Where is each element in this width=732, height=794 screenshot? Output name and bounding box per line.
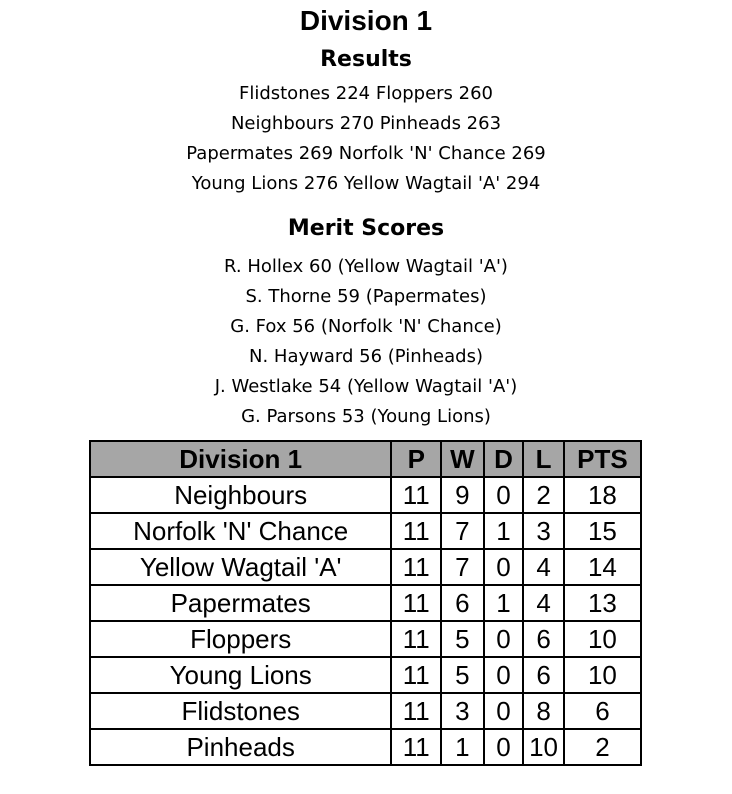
merit-line: N. Hayward 56 (Pinheads) <box>249 346 483 367</box>
points-cell: 15 <box>564 513 641 549</box>
team-cell: Neighbours <box>90 477 391 513</box>
points-cell: 10 <box>564 657 641 693</box>
drawn-cell: 0 <box>484 693 524 729</box>
league-table <box>89 440 642 766</box>
table-row <box>90 477 641 513</box>
lost-cell: 2 <box>523 477 564 513</box>
results-list <box>0 79 732 199</box>
table-row <box>90 657 641 693</box>
drawn-cell: 0 <box>484 657 524 693</box>
table-row <box>90 621 641 657</box>
merit-line: J. Westlake 54 (Yellow Wagtail 'A') <box>214 376 518 397</box>
drawn-cell: 1 <box>484 585 524 621</box>
merit-line: G. Parsons 53 (Young Lions) <box>241 406 491 427</box>
table-row <box>90 729 641 765</box>
result-line: Flidstones 224 Floppers 260 <box>238 83 494 104</box>
team-cell: Papermates <box>90 585 391 621</box>
team-cell: Norfolk 'N' Chance <box>90 513 391 549</box>
played-cell: 11 <box>391 549 441 585</box>
points-cell: 6 <box>564 693 641 729</box>
merit-scores-list <box>0 252 732 432</box>
lost-cell: 3 <box>523 513 564 549</box>
lost-cell: 8 <box>523 693 564 729</box>
points-cell: 10 <box>564 621 641 657</box>
points-cell: 2 <box>564 729 641 765</box>
played-cell: 11 <box>391 693 441 729</box>
team-cell: Yellow Wagtail 'A' <box>90 549 391 585</box>
team-cell: Young Lions <box>90 657 391 693</box>
merit-line: R. Hollex 60 (Yellow Wagtail 'A') <box>224 256 508 277</box>
team-cell: Flidstones <box>90 693 391 729</box>
won-cell: 7 <box>441 549 484 585</box>
header-lost: L <box>523 441 564 477</box>
played-cell: 11 <box>391 477 441 513</box>
won-cell: 7 <box>441 513 484 549</box>
header-drawn: D <box>484 441 524 477</box>
team-cell: Floppers <box>90 621 391 657</box>
merit-line: G. Fox 56 (Norfolk 'N' Chance) <box>230 316 502 337</box>
header-team: Division 1 <box>90 441 391 477</box>
table-row <box>90 549 641 585</box>
points-cell: 14 <box>564 549 641 585</box>
table-row <box>90 513 641 549</box>
won-cell: 1 <box>441 729 484 765</box>
played-cell: 11 <box>391 729 441 765</box>
merit-scores-heading: Merit Scores <box>287 216 445 241</box>
played-cell: 11 <box>391 513 441 549</box>
table-row <box>90 585 641 621</box>
header-points: PTS <box>564 441 641 477</box>
team-cell: Pinheads <box>90 729 391 765</box>
points-cell: 13 <box>564 585 641 621</box>
won-cell: 6 <box>441 585 484 621</box>
results-heading: Results <box>320 47 412 72</box>
lost-cell: 6 <box>523 657 564 693</box>
played-cell: 11 <box>391 585 441 621</box>
points-cell: 18 <box>564 477 641 513</box>
page-title: Division 1 <box>299 5 433 36</box>
won-cell: 3 <box>441 693 484 729</box>
played-cell: 11 <box>391 657 441 693</box>
lost-cell: 10 <box>523 729 564 765</box>
drawn-cell: 1 <box>484 513 524 549</box>
result-line: Papermates 269 Norfolk 'N' Chance 269 <box>186 143 546 164</box>
header-won: W <box>441 441 484 477</box>
table-header-row <box>90 441 641 477</box>
table-row <box>90 693 641 729</box>
played-cell: 11 <box>391 621 441 657</box>
merit-line: S. Thorne 59 (Papermates) <box>245 286 487 307</box>
lost-cell: 4 <box>523 549 564 585</box>
drawn-cell: 0 <box>484 729 524 765</box>
drawn-cell: 0 <box>484 477 524 513</box>
lost-cell: 6 <box>523 621 564 657</box>
won-cell: 5 <box>441 657 484 693</box>
lost-cell: 4 <box>523 585 564 621</box>
result-line: Neighbours 270 Pinheads 263 <box>230 113 502 134</box>
drawn-cell: 0 <box>484 621 524 657</box>
header-played: P <box>391 441 441 477</box>
result-line: Young Lions 276 Yellow Wagtail 'A' 294 <box>191 173 541 194</box>
won-cell: 9 <box>441 477 484 513</box>
drawn-cell: 0 <box>484 549 524 585</box>
won-cell: 5 <box>441 621 484 657</box>
